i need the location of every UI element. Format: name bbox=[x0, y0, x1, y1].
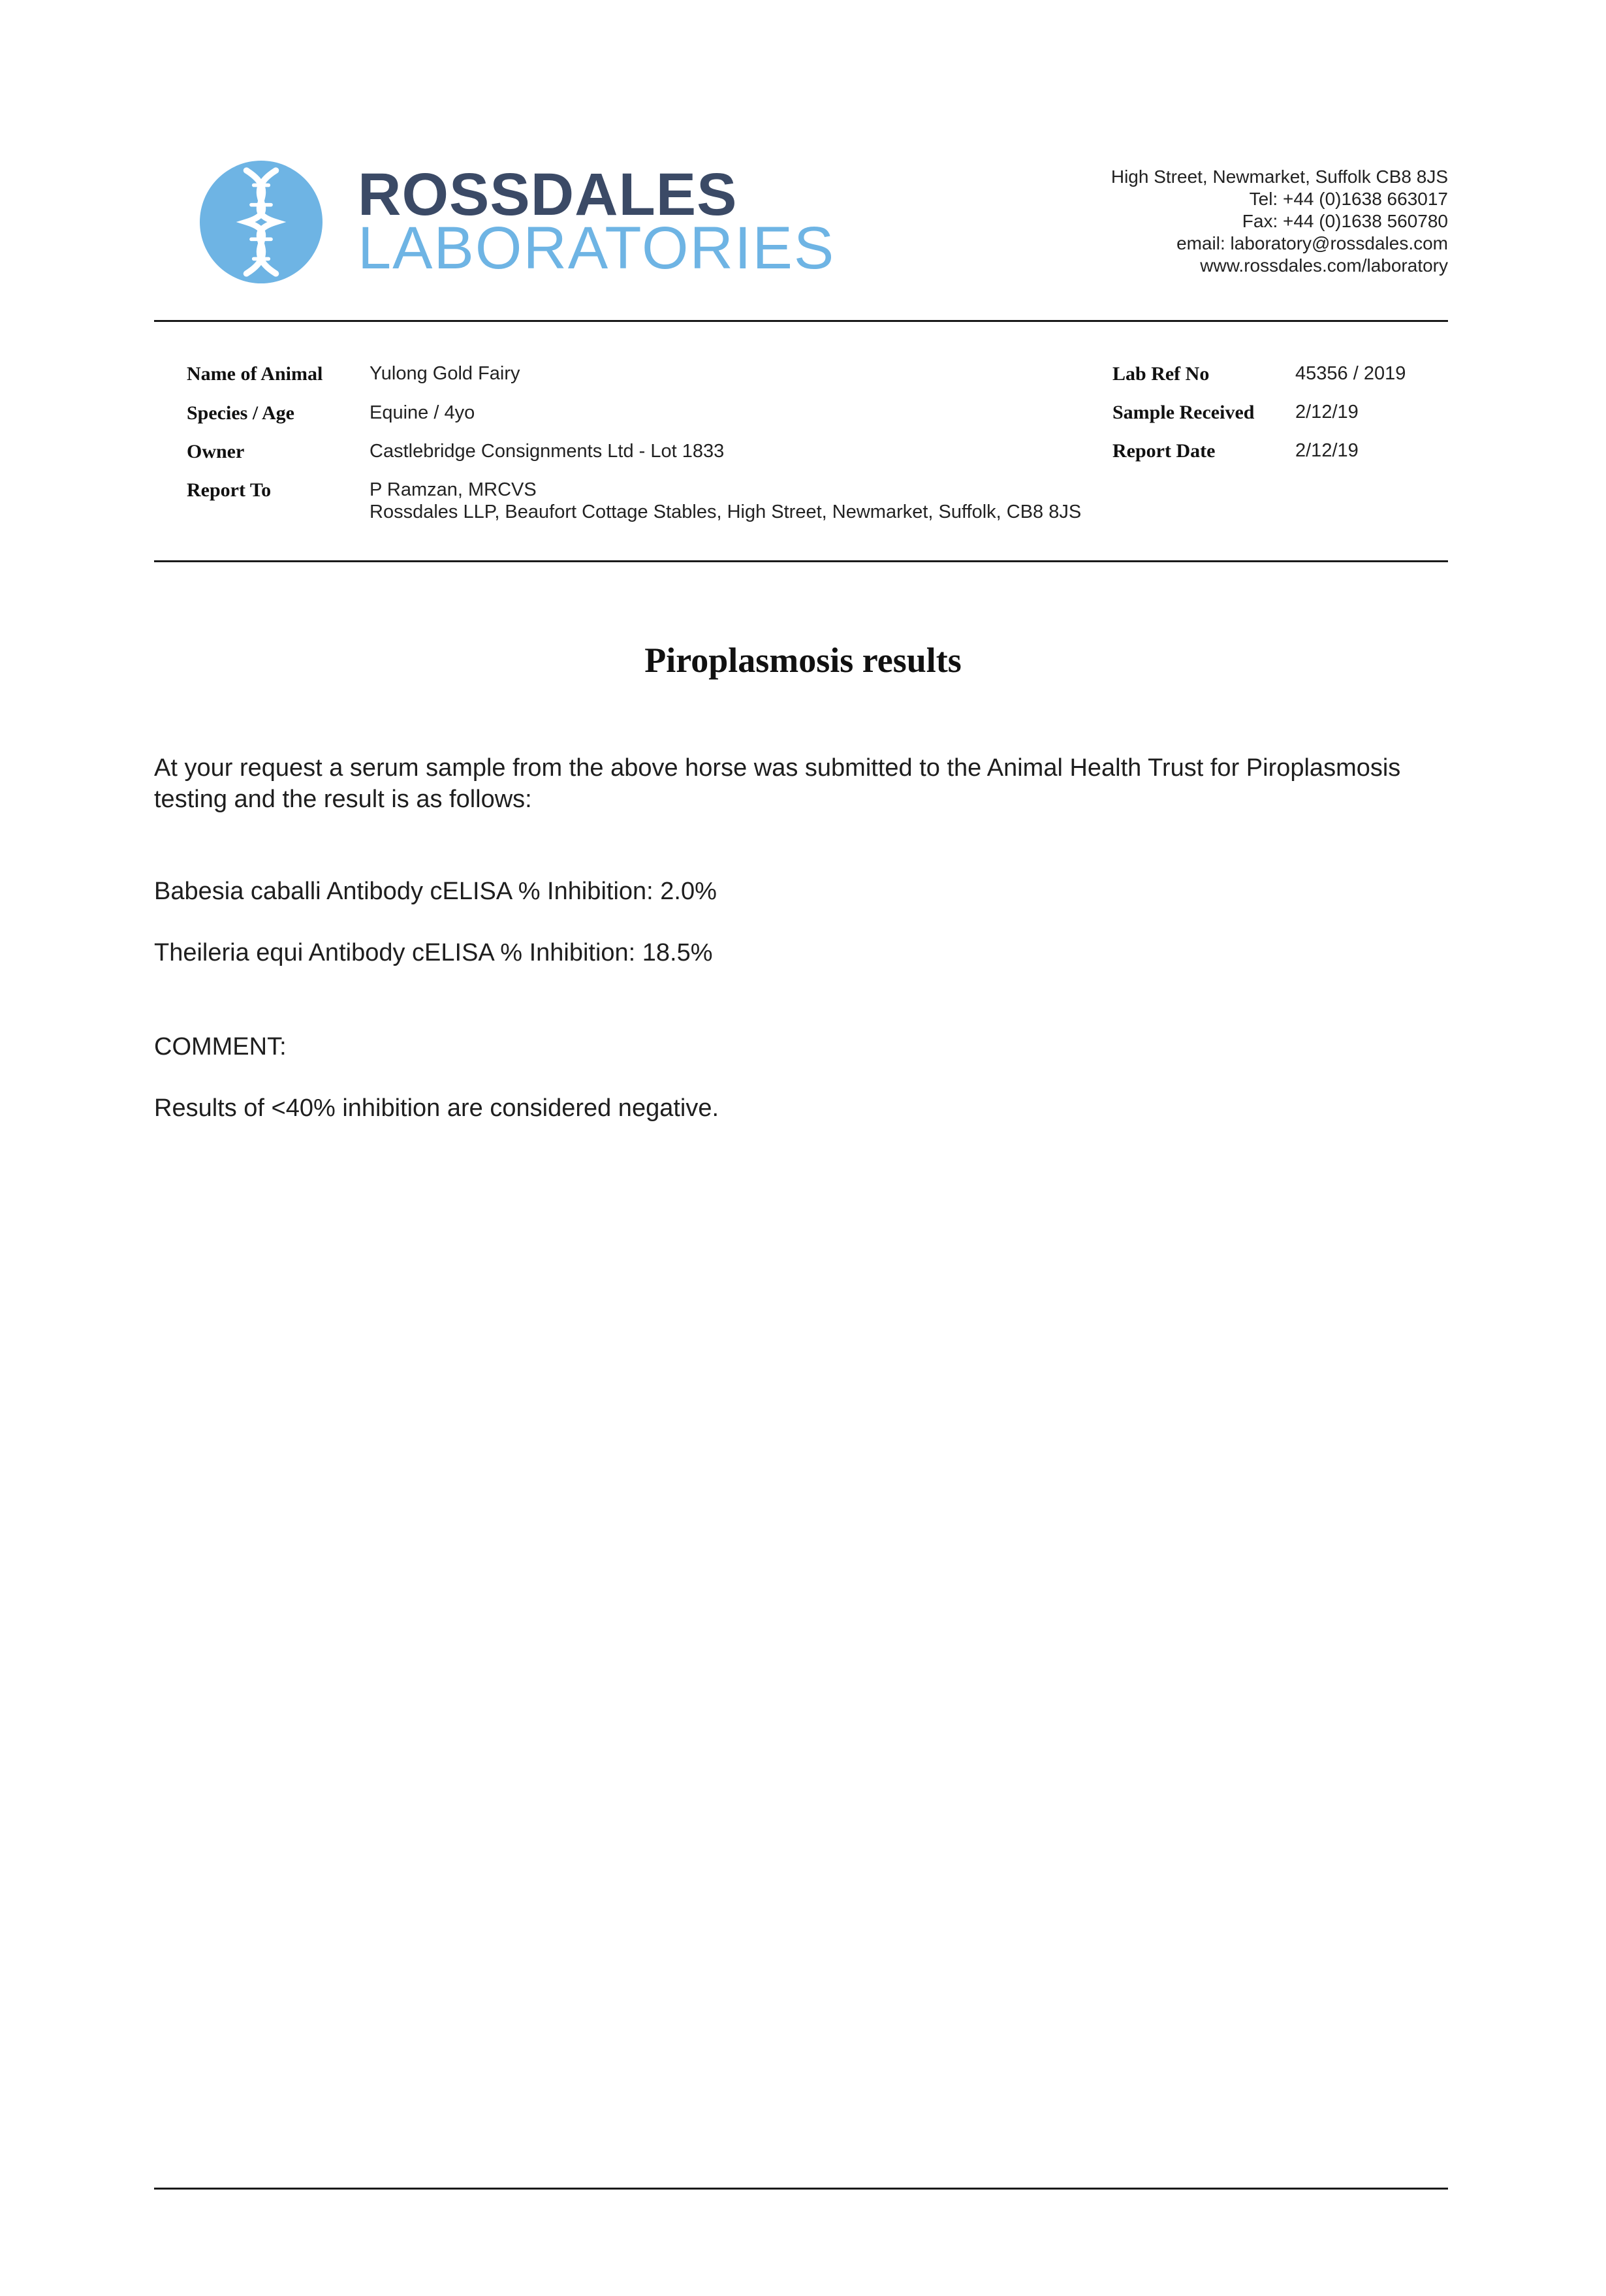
brand-name-line1: ROSSDALES bbox=[358, 161, 738, 228]
report-title: Piroplasmosis results bbox=[644, 641, 962, 680]
address-website: www.rossdales.com/laboratory bbox=[1200, 255, 1448, 276]
value-lab-ref-no: 45356 / 2019 bbox=[1295, 363, 1406, 384]
dna-logo-icon bbox=[200, 161, 323, 283]
header-divider bbox=[154, 320, 1448, 322]
value-name-of-animal: Yulong Gold Fairy bbox=[370, 363, 520, 384]
label-species-age: Species / Age bbox=[187, 402, 294, 424]
value-owner: Castlebridge Consignments Ltd - Lot 1833 bbox=[370, 441, 725, 462]
value-report-to-name: P Ramzan, MRCVS bbox=[370, 479, 537, 500]
address-street: High Street, Newmarket, Suffolk CB8 8JS bbox=[1110, 167, 1448, 187]
value-report-to-address: Rossdales LLP, Beaufort Cottage Stables, High Street, Newmarket, Suffolk, CB8 8JS bbox=[370, 502, 1082, 522]
comment-text: Results of <40% inhibition are considered negative. bbox=[154, 1094, 719, 1122]
result-babesia: Babesia caballi Antibody cELISA % Inhibition: 2.0% bbox=[154, 878, 717, 905]
footer-divider bbox=[154, 2188, 1448, 2190]
label-name-of-animal: Name of Animal bbox=[187, 363, 323, 385]
label-lab-ref-no: Lab Ref No bbox=[1112, 363, 1210, 385]
address-tel: Tel: +44 (0)1638 663017 bbox=[1249, 189, 1448, 209]
report-intro: At your request a serum sample from the above horse was submitted to the Animal Health Trust for Piroplasmosis testing and the result is as follows: bbox=[154, 754, 1401, 813]
result-theileria: Theileria equi Antibody cELISA % Inhibition: 18.5% bbox=[154, 939, 713, 966]
lab-address bbox=[1111, 166, 1448, 277]
label-report-to: Report To bbox=[187, 479, 272, 501]
value-species-age: Equine / 4yo bbox=[370, 402, 475, 423]
address-fax: Fax: +44 (0)1638 560780 bbox=[1242, 211, 1448, 231]
brand-name-line2: LABORATORIES bbox=[358, 215, 836, 281]
info-divider bbox=[154, 560, 1448, 562]
address-email: email: laboratory@rossdales.com bbox=[1176, 233, 1448, 253]
value-sample-received: 2/12/19 bbox=[1295, 402, 1359, 423]
label-sample-received: Sample Received bbox=[1112, 402, 1255, 423]
comment-heading: COMMENT: bbox=[154, 1033, 287, 1060]
label-owner: Owner bbox=[187, 441, 245, 462]
label-report-date: Report Date bbox=[1112, 440, 1216, 462]
value-report-date: 2/12/19 bbox=[1295, 440, 1359, 461]
